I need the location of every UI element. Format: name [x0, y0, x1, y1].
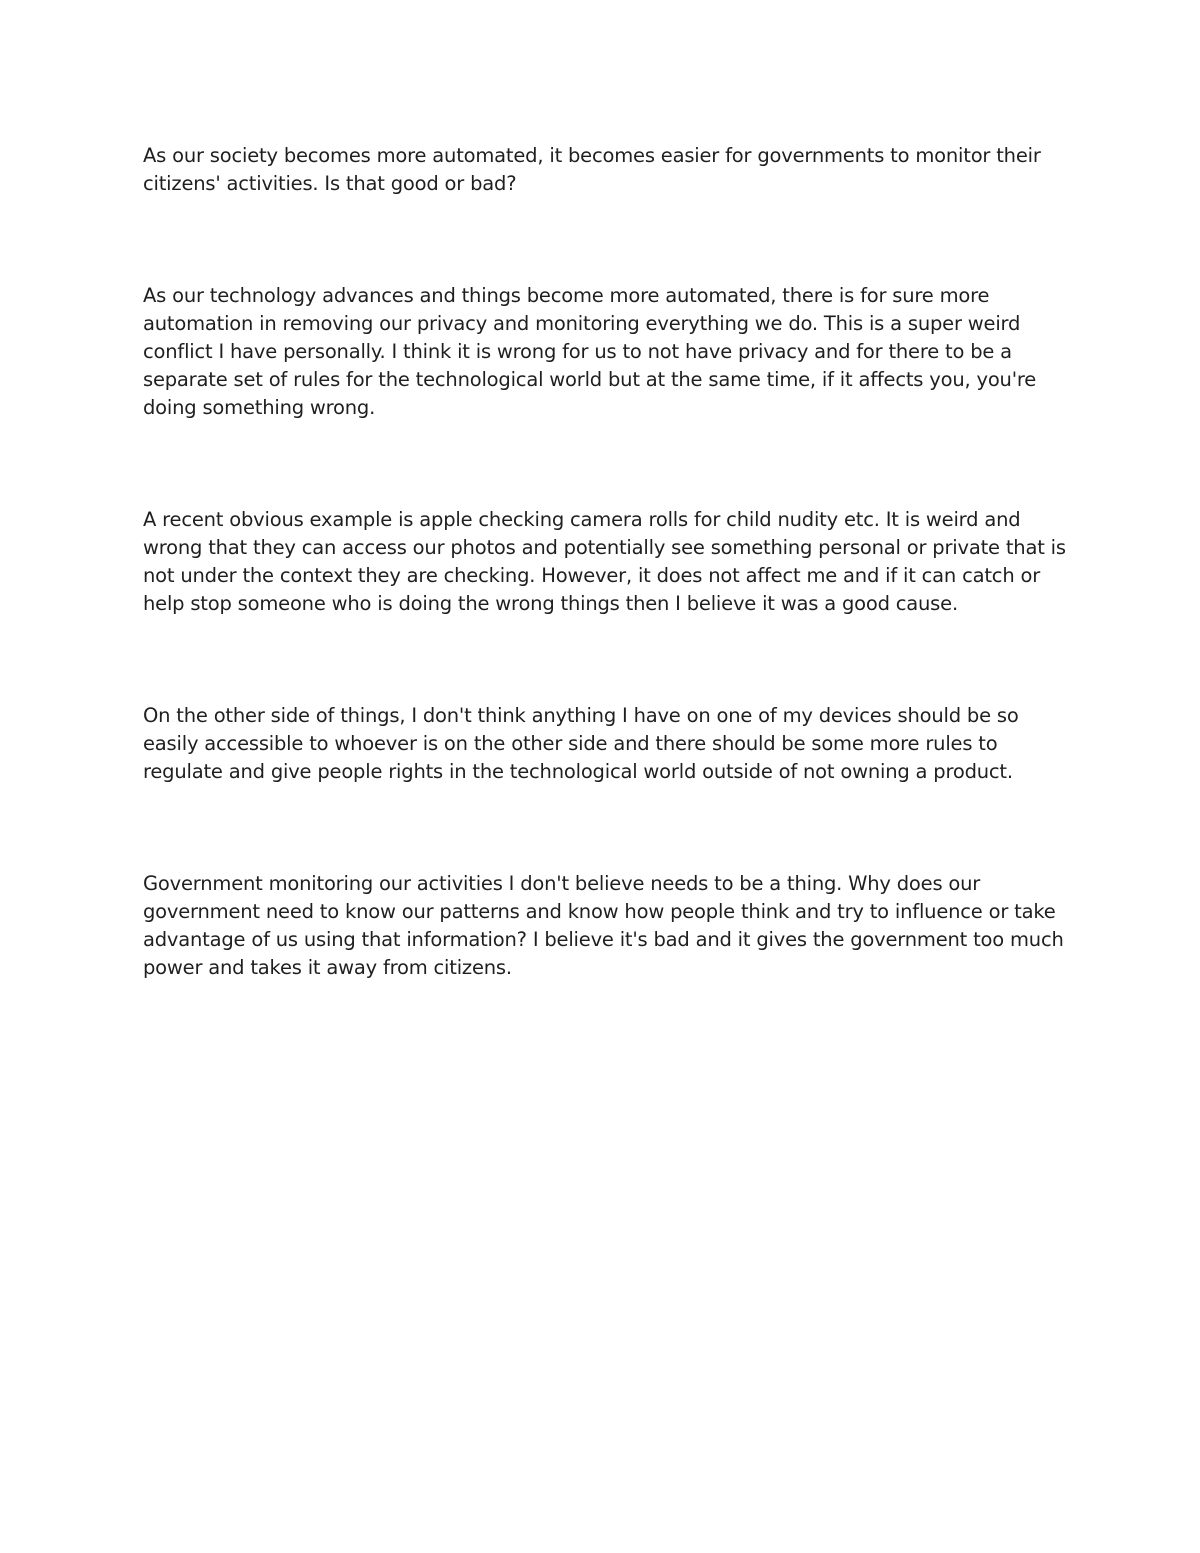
paragraph-technology: As our technology advances and things become more automated, there is for sure more automation in removing our privacy and monitoring everything we do. This is a super weird conflict I have personally. I think it is wrong for us to not have privacy and for there to be a separate set of rules for the technological world but at the same time, if it affects you, you're doing something wrong. [143, 284, 1037, 419]
paragraph-prompt: As our society becomes more automated, it becomes easier for governments to monitor their citizens' activities. Is that good or bad? [143, 144, 1041, 195]
paragraph-example: A recent obvious example is apple checking camera rolls for child nudity etc. It is weird and wrong that they can access our photos and potentially see something personal or private that is not under the context they are checking. However, it does not affect me and if it can catch or help stop someone who is doing the wrong things then I believe it was a good cause. [143, 508, 1066, 615]
paragraph-government: Government monitoring our activities I don't believe needs to be a thing. Why does our government need to know our patterns and know how people think and try to influence or take advantage of us using that information? I believe it's bad and it gives the government too much power and takes it away from citizens. [143, 872, 1064, 979]
document-body [143, 142, 1078, 982]
paragraph-other-side: On the other side of things, I don't think anything I have on one of my devices should be so easily accessible to whoever is on the other side and there should be some more rules to regulate and give people rights in the technological world outside of not owning a product. [143, 704, 1019, 783]
